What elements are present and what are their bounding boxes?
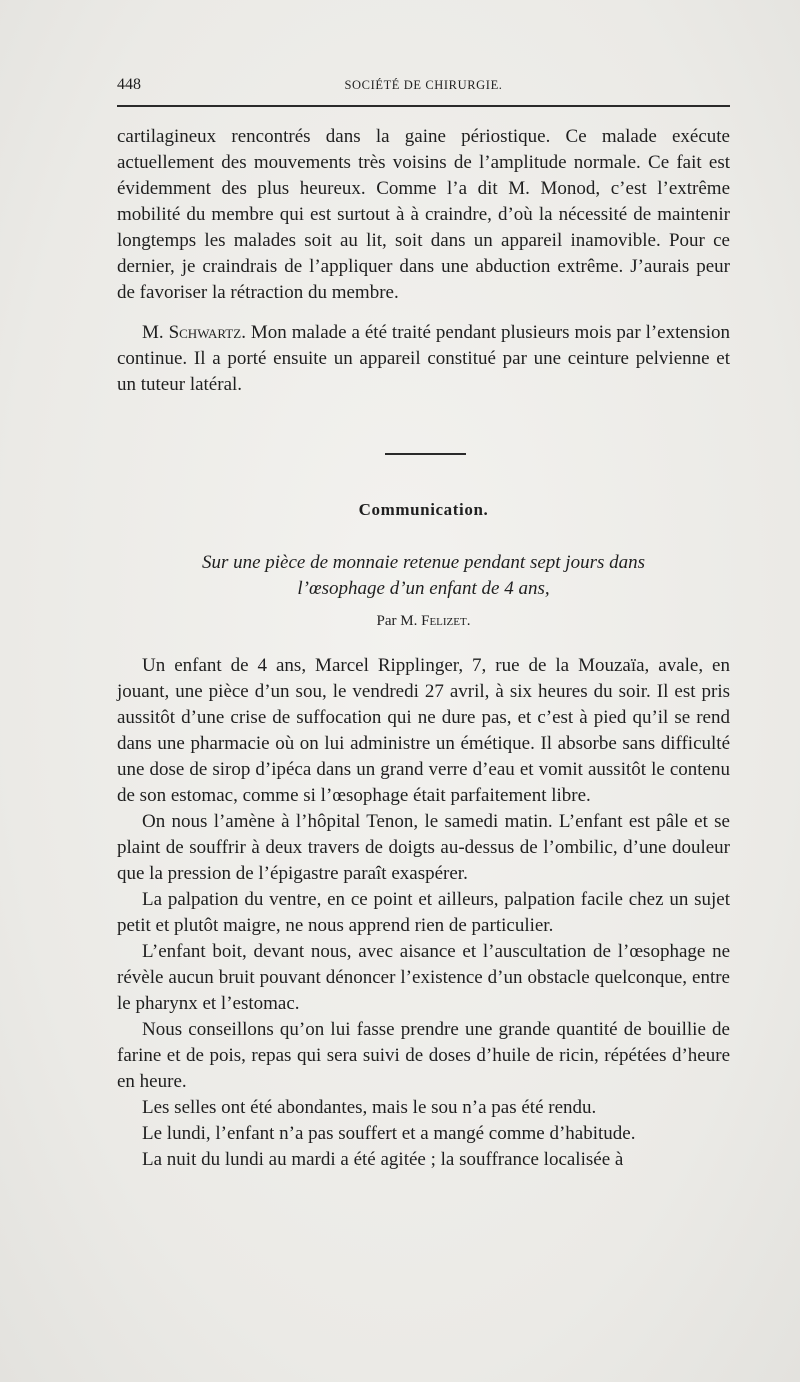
- body-paragraph: On nous l’amène à l’hôpital Tenon, le samedi matin. L’enfant est pâle et se plaint de souffrir à deux travers de doigts au-dessus de l’ombilic, d’une douleur que la pression de l’épigastre paraît exaspérer.: [117, 811, 730, 884]
- header-rule: [117, 105, 730, 107]
- page-number: 448: [117, 76, 141, 93]
- discussion-paragraph: cartilagineux rencontrés dans la gaine périostique. Ce malade exécute actuellement des mouvements très voisins de l’amplitude normale. Ce fait est évidemment des plus heureux. Comme l’a dit M. Monod, c’est l’extrême mobilité du membre qui est surtout à à craindre, d’où la nécessité de maintenir longtemps les malades soit au lit, soit dans un appareil inamovible. Pour ce dernier, je craindrais de l’appliquer dans une abduction extrême. J’aurais peur de favoriser la rétraction du membre.: [117, 126, 730, 303]
- article-body: [117, 653, 730, 1173]
- body-paragraph: La nuit du lundi au mardi a été agitée ; la souffrance localisée à: [142, 1149, 624, 1170]
- body-paragraph: Le lundi, l’enfant n’a pas souffert et a mangé comme d’habitude.: [142, 1123, 636, 1144]
- article-title-line-1: Sur une pièce de monnaie retenue pendant sept jours dans: [201, 552, 646, 573]
- schwartz-reply: [117, 320, 730, 398]
- article-title: [117, 550, 730, 602]
- byline-prefix: Par M.: [376, 613, 422, 629]
- body-paragraph: Nous conseillons qu’on lui fasse prendre une grande quantité de bouillie de farine et de pois, repas qui sera suivi de doses d’huile de ricin, répétées d’heure en heure.: [117, 1019, 730, 1092]
- speaker-name: M. Schwartz.: [142, 322, 246, 343]
- section-heading: Communication.: [358, 500, 489, 519]
- running-head: SOCIÉTÉ DE CHIRURGIE.: [344, 78, 503, 92]
- body-paragraph: L’enfant boit, devant nous, avec aisance et l’auscultation de l’œsophage ne révèle aucun bruit pouvant dénoncer l’existence d’un obstacle quelconque, entre le pharynx et l’estomac.: [117, 941, 730, 1014]
- body-paragraph: La palpation du ventre, en ce point et ailleurs, palpation facile chez un sujet petit et plutôt maigre, ne nous apprend rien de particulier.: [117, 889, 730, 936]
- byline-author: Felizet.: [421, 613, 471, 629]
- discussion-block: [117, 124, 730, 398]
- section-separator: [385, 453, 466, 455]
- schwartz-reply-text: Mon malade a été traité pendant plusieurs mois par l’extension continue. Il a porté ensuite un appareil constitué par une ceinture pelvienne et un tuteur latéral.: [117, 322, 731, 395]
- byline: [117, 613, 730, 630]
- page-header: [117, 76, 730, 100]
- body-paragraph: Un enfant de 4 ans, Marcel Ripplinger, 7, rue de la Mouzaïa, avale, en jouant, une pièce d’un sou, le vendredi 27 avril, à six heures du soir. Il est pris aussitôt d’une crise de suffocation qui ne dure pas, et c’est à pied qu’il se rend dans une pharmacie où on lui administre un émétique. Il absorbe sans difficulté une dose de sirop d’ipéca dans un grand verre d’eau et vomit aussitôt le contenu de son estomac, comme si l’œsophage était parfaitement libre.: [117, 655, 730, 806]
- article-title-line-2: l’œsophage d’un enfant de 4 ans,: [297, 578, 550, 599]
- body-paragraph: Les selles ont été abondantes, mais le sou n’a pas été rendu.: [142, 1097, 597, 1118]
